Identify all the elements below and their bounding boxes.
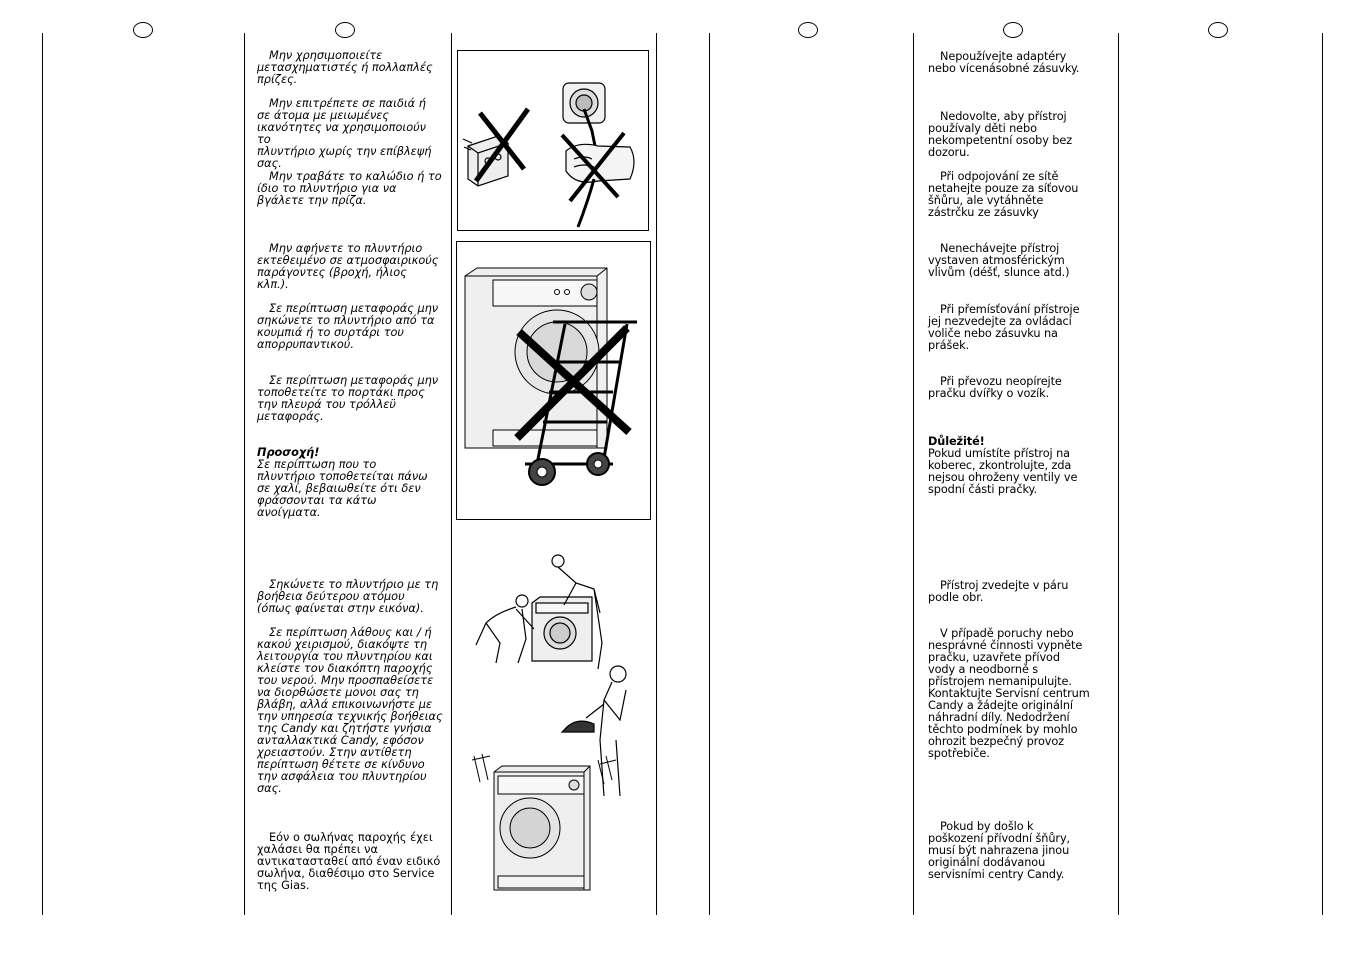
plug-adapter-illustration bbox=[458, 51, 648, 230]
column-rule bbox=[42, 33, 43, 915]
czech-paragraph: Nepoužívejte adaptéry nebo vícenásobné zásuvky. bbox=[928, 50, 1080, 75]
language-marker bbox=[133, 22, 153, 38]
czech-text-column bbox=[928, 0, 1108, 954]
column-rule bbox=[1322, 33, 1323, 915]
greek-paragraph: Σε περίπτωση που το πλυντήριο τοποθετείται πάνω σε χαλί, βεβαιωθείτε ότι δεν φράσσονται τα κάτω ανοίγματα. bbox=[257, 458, 428, 519]
two-person-lift-illustration bbox=[466, 553, 616, 673]
greek-paragraph: Σε περίπτωση λάθους και / ή κακού χειρισμού, διακόψτε τη λειτουργία του πλυντηρίου και κλείστε τον διακόπτη παροχής του νερού. Μην προσπαθείσετε να διορθώσετε μονοι σας τη βλάβη, αλλά επικοινωνήστε με την υπηρεσία τεχνικής βοήθειας της Candy και ζητήστε γνήσια ανταλλακτικά Candy, εφόσον χρειαστούν. Στην αντίθετη περίπτωση θέτετε σε κίνδυνο την ασφάλεια του πλυντηρίου σας. bbox=[257, 626, 443, 795]
greek-paragraph: Σε περίπτωση μεταφοράς μην σηκώνετε το πλυντήριο από τα κουμπιά ή το συρτάρι του απορρυπαντικού. bbox=[257, 302, 439, 351]
column-rule bbox=[656, 33, 657, 915]
czech-paragraph: Nenechávejte přístroj vystaven atmosférickým vlivům (déšť, slunce atd.) bbox=[928, 242, 1070, 279]
greek-paragraph: Μην χρησιμοποιείτε μετασχηματιστές ή πολλαπλές πρίζες. bbox=[257, 49, 433, 86]
column-rule bbox=[244, 33, 245, 915]
column-rule bbox=[709, 33, 710, 915]
czech-warning-heading: Důležité! bbox=[928, 435, 985, 448]
greek-text-column bbox=[257, 0, 443, 954]
greek-paragraph: Σε περίπτωση μεταφοράς μην τοποθετείτε το πορτάκι προς την πλευρά του τρόλλεϋ μεταφοράς. bbox=[257, 374, 439, 423]
column-rule bbox=[451, 33, 452, 915]
illustration-trolley-box bbox=[456, 241, 651, 520]
illustration-no-adapters-box bbox=[457, 50, 649, 231]
language-marker bbox=[1208, 22, 1228, 38]
czech-paragraph: Pokud umístíte přístroj na koberec, zkontrolujte, zda nejsou ohroženy ventily ve spodní části pračky. bbox=[928, 447, 1078, 496]
column-rule bbox=[913, 33, 914, 915]
column-rule bbox=[1118, 33, 1119, 915]
greek-paragraph: Μην τραβάτε το καλώδιο ή το ίδιο το πλυντήριο για να βγάλετε την πρίζα. bbox=[257, 170, 442, 207]
czech-paragraph: Přístroj zvedejte v páru podle obr. bbox=[928, 579, 1069, 604]
greek-paragraph: Εόν ο σωλήνας παροχής έχει χαλάσει θα πρέπει να αντικατασταθεί από έναν ειδικό σωλήνα, διαθέσιμο στο Service της Gias. bbox=[257, 831, 441, 892]
trolley-illustration bbox=[457, 242, 650, 519]
czech-paragraph: Při odpojování ze sítě netahejte pouze za síťovou šňůru, ale vytáhněte zástrčku ze zásuvky bbox=[928, 170, 1079, 219]
czech-paragraph: V případě poruchy nebo nesprávné činnosti vypněte pračku, uzavřete přívod vody a neodborně s přístrojem nemanipulujte. Kontaktujte Servisní centrum Candy a žádejte originální náhradní díly. Nedodržení těchto podmínek by mohlo ohrozit bezpečný provoz spotřebiče. bbox=[928, 627, 1090, 760]
greek-paragraph: Μην επιτρέπετε σε παιδιά ή σε άτομα με μειωμένες ικανότητες να χρησιμοποιούν το πλυντήριο χωρίς την επίβλεψή σας. bbox=[257, 97, 432, 170]
czech-paragraph: Nedovolte, aby přístroj používaly děti nebo nekompetentní osoby bez dozoru. bbox=[928, 110, 1073, 159]
greek-paragraph: Σηκώνετε το πλυντήριο με τη βοήθεια δεύτερου ατόμου (όπως φαίνεται στην εικόνα). bbox=[257, 578, 439, 615]
language-marker bbox=[798, 22, 818, 38]
czech-paragraph: Pokud by došlo k poškození přívodní šňůry, musí být nahrazena jinou originální dodávanou servisními centry Candy. bbox=[928, 820, 1071, 881]
greek-warning-heading: Προσοχή! bbox=[257, 446, 320, 459]
greek-paragraph: Μην αφήνετε το πλυντήριο εκτεθειμένο σε ατμοσφαιρικούς παράγοντες (βροχή, ήλιος κλπ.). bbox=[257, 242, 439, 291]
machine-illustration bbox=[470, 752, 630, 892]
czech-paragraph: Při převozu neopírejte pračku dvířky o vozík. bbox=[928, 375, 1062, 400]
czech-paragraph: Při přemísťování přístroje jej nezvedejte za ovládací voliče nebo zásuvku na prášek. bbox=[928, 303, 1080, 352]
